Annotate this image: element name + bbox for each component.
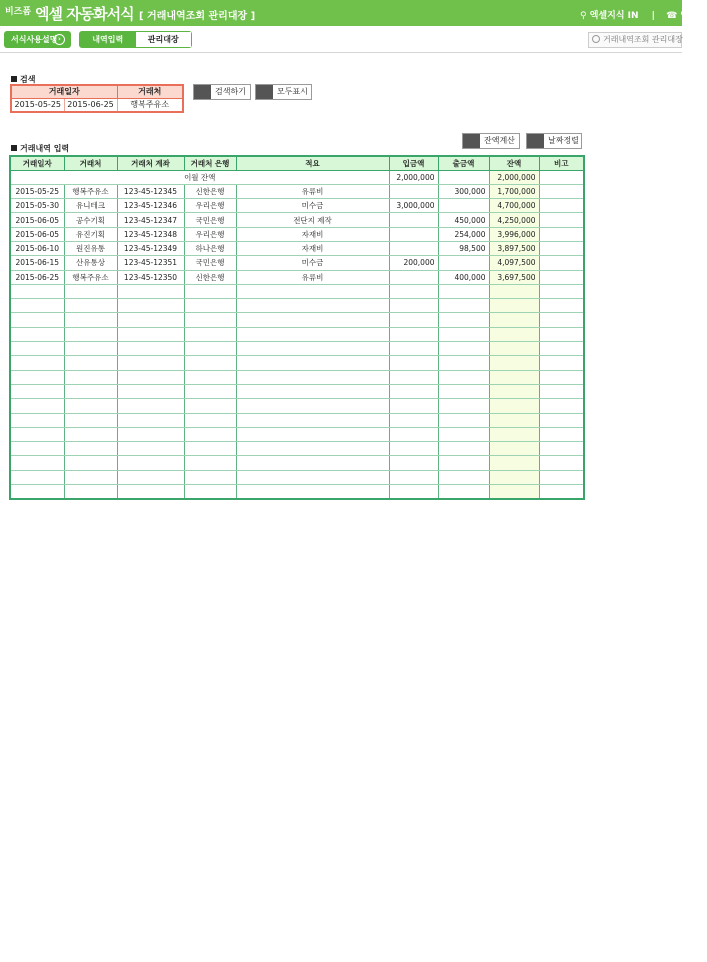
table-cell[interactable]: [539, 456, 584, 470]
search-table: [10, 84, 184, 113]
sort-date-button[interactable]: 날짜정렬: [526, 133, 582, 149]
table-cell[interactable]: 행복주유소: [64, 184, 117, 198]
table-cell[interactable]: [184, 299, 236, 313]
table-cell[interactable]: [539, 342, 584, 356]
search-header-date: 거래일자: [11, 85, 117, 98]
table-cell[interactable]: [64, 485, 117, 499]
table-cell[interactable]: 신한은행: [184, 270, 236, 284]
table-row: [10, 213, 584, 227]
table-cell[interactable]: [539, 370, 584, 384]
table-cell[interactable]: [438, 342, 489, 356]
table-cell[interactable]: [10, 442, 64, 456]
table-cell[interactable]: [10, 384, 64, 398]
table-cell[interactable]: [117, 313, 184, 327]
table-cell[interactable]: [117, 299, 184, 313]
table-cell[interactable]: [236, 399, 389, 413]
table-cell[interactable]: [539, 213, 584, 227]
table-cell[interactable]: [64, 284, 117, 298]
table-cell[interactable]: [184, 384, 236, 398]
table-cell[interactable]: [539, 427, 584, 441]
table-cell[interactable]: [438, 384, 489, 398]
carry-over-balance[interactable]: 2,000,000: [489, 170, 539, 184]
table-row: [10, 227, 584, 241]
table-cell[interactable]: [438, 399, 489, 413]
table-cell[interactable]: [539, 313, 584, 327]
table-cell[interactable]: 123-45-12345: [117, 184, 184, 198]
table-cell[interactable]: 300,000: [438, 184, 489, 198]
table-cell[interactable]: [389, 184, 438, 198]
table-cell[interactable]: [489, 399, 539, 413]
divider: [0, 52, 682, 53]
table-row: [10, 413, 584, 427]
carry-over-row: [10, 170, 584, 184]
table-cell[interactable]: [389, 270, 438, 284]
table-row: [10, 199, 584, 213]
table-cell[interactable]: [184, 327, 236, 341]
table-cell[interactable]: [184, 342, 236, 356]
table-cell[interactable]: 2015-06-25: [10, 270, 64, 284]
table-cell[interactable]: [64, 442, 117, 456]
app-header: [0, 0, 707, 26]
table-cell[interactable]: [438, 284, 489, 298]
table-row: [10, 299, 584, 313]
search-section-label: 검색: [11, 74, 35, 85]
table-cell[interactable]: [489, 284, 539, 298]
table-cell[interactable]: [64, 399, 117, 413]
column-header: 적요: [236, 156, 389, 170]
search-icon: [592, 35, 600, 43]
table-cell[interactable]: [489, 413, 539, 427]
table-cell[interactable]: [539, 241, 584, 255]
table-cell[interactable]: [184, 442, 236, 456]
carry-over-deposit[interactable]: 2,000,000: [389, 170, 438, 184]
table-cell[interactable]: [117, 427, 184, 441]
table-cell[interactable]: [438, 427, 489, 441]
table-cell[interactable]: [438, 313, 489, 327]
column-header: 거래처 은행: [184, 156, 236, 170]
table-cell[interactable]: [10, 470, 64, 484]
table-cell[interactable]: [389, 241, 438, 255]
table-cell[interactable]: 자재비: [236, 241, 389, 255]
table-cell[interactable]: [389, 427, 438, 441]
table-cell[interactable]: [539, 270, 584, 284]
table-row: [10, 399, 584, 413]
table-cell[interactable]: 254,000: [438, 227, 489, 241]
show-all-button[interactable]: 모두표시: [255, 84, 312, 100]
table-cell[interactable]: [236, 384, 389, 398]
table-row: [10, 270, 584, 284]
page-subtitle: [ 거래내역조회 관리대장 ]: [139, 11, 256, 22]
table-cell[interactable]: [489, 299, 539, 313]
table-cell[interactable]: [389, 227, 438, 241]
header-links: [580, 8, 707, 21]
table-cell[interactable]: [389, 284, 438, 298]
table-cell[interactable]: 신한은행: [184, 184, 236, 198]
table-cell[interactable]: [539, 299, 584, 313]
table-cell[interactable]: [438, 442, 489, 456]
table-cell[interactable]: [438, 327, 489, 341]
table-cell[interactable]: [389, 470, 438, 484]
table-cell[interactable]: [438, 356, 489, 370]
table-cell[interactable]: 123-45-12350: [117, 270, 184, 284]
table-cell[interactable]: [236, 413, 389, 427]
search-date-from[interactable]: 2015-05-25: [11, 98, 64, 112]
table-row: [10, 485, 584, 499]
square-bullet-icon: [11, 145, 17, 151]
table-cell[interactable]: [438, 413, 489, 427]
table-cell[interactable]: [184, 427, 236, 441]
table-row: [10, 456, 584, 470]
table-cell[interactable]: [64, 299, 117, 313]
table-cell[interactable]: [438, 370, 489, 384]
table-cell[interactable]: [117, 356, 184, 370]
table-cell[interactable]: 3,697,500: [489, 270, 539, 284]
table-cell[interactable]: [489, 370, 539, 384]
table-cell[interactable]: 공수기획: [64, 213, 117, 227]
table-cell[interactable]: [117, 284, 184, 298]
table-cell[interactable]: [489, 342, 539, 356]
table-row: [10, 356, 584, 370]
table-cell[interactable]: [389, 399, 438, 413]
pin-icon: ⚲: [580, 11, 587, 21]
table-cell[interactable]: [489, 384, 539, 398]
table-cell[interactable]: [489, 327, 539, 341]
table-cell[interactable]: [236, 485, 389, 499]
all-icon: [256, 85, 273, 99]
table-row: [10, 370, 584, 384]
guide-button-label: 서식사용설명: [11, 35, 58, 44]
table-cell[interactable]: [389, 442, 438, 456]
table-cell[interactable]: [539, 227, 584, 241]
table-cell[interactable]: [64, 342, 117, 356]
table-cell[interactable]: [117, 399, 184, 413]
table-cell[interactable]: [539, 442, 584, 456]
table-cell[interactable]: 유류비: [236, 184, 389, 198]
table-cell[interactable]: 산유통상: [64, 256, 117, 270]
table-cell[interactable]: [64, 427, 117, 441]
table-cell[interactable]: 123-45-12348: [117, 227, 184, 241]
table-cell[interactable]: [539, 327, 584, 341]
table-cell[interactable]: [117, 327, 184, 341]
table-cell[interactable]: [10, 370, 64, 384]
table-cell[interactable]: [64, 413, 117, 427]
search-input[interactable]: [588, 32, 682, 48]
search-header-vendor: 거래처: [117, 85, 183, 98]
entries-section-label: 거래내역 입력: [11, 143, 69, 154]
brand-small: 비즈폼: [5, 7, 32, 17]
table-row: [10, 384, 584, 398]
table-cell[interactable]: 원진유통: [64, 241, 117, 255]
table-cell[interactable]: [236, 427, 389, 441]
table-cell[interactable]: [539, 413, 584, 427]
table-cell[interactable]: [236, 313, 389, 327]
table-cell[interactable]: [184, 413, 236, 427]
table-cell[interactable]: [389, 299, 438, 313]
table-cell[interactable]: [236, 470, 389, 484]
calculator-icon: [463, 134, 480, 148]
table-cell[interactable]: 2015-06-10: [10, 241, 64, 255]
table-cell[interactable]: [10, 299, 64, 313]
search-date-to[interactable]: 2015-06-25: [64, 98, 117, 112]
table-cell[interactable]: [184, 470, 236, 484]
table-cell[interactable]: [539, 256, 584, 270]
table-cell[interactable]: [236, 327, 389, 341]
table-cell[interactable]: [489, 356, 539, 370]
table-cell[interactable]: 4,097,500: [489, 256, 539, 270]
entries-table: [9, 155, 585, 500]
table-cell[interactable]: [10, 413, 64, 427]
table-cell[interactable]: [10, 342, 64, 356]
table-cell[interactable]: 4,700,000: [489, 199, 539, 213]
table-cell[interactable]: [117, 470, 184, 484]
column-header: 거래일자: [10, 156, 64, 170]
table-cell[interactable]: [489, 313, 539, 327]
table-header-row: [10, 156, 584, 170]
table-cell[interactable]: [389, 485, 438, 499]
table-row: [10, 284, 584, 298]
table-cell[interactable]: [64, 327, 117, 341]
table-cell[interactable]: [10, 456, 64, 470]
table-cell[interactable]: [539, 485, 584, 499]
table-cell[interactable]: 3,996,000: [489, 227, 539, 241]
table-cell[interactable]: [10, 313, 64, 327]
table-row: [10, 327, 584, 341]
table-cell[interactable]: [438, 299, 489, 313]
tab-ledger[interactable]: 관리대장: [136, 32, 192, 47]
link-separator: |: [651, 11, 655, 21]
table-cell[interactable]: [64, 370, 117, 384]
column-header: 비고: [539, 156, 584, 170]
table-cell[interactable]: 전단지 제작: [236, 213, 389, 227]
table-cell[interactable]: [117, 456, 184, 470]
table-cell[interactable]: [389, 213, 438, 227]
table-row: [10, 427, 584, 441]
table-cell[interactable]: 유류비: [236, 270, 389, 284]
table-cell[interactable]: [389, 413, 438, 427]
column-header: 입금액: [389, 156, 438, 170]
table-cell[interactable]: 200,000: [389, 256, 438, 270]
table-cell[interactable]: [184, 356, 236, 370]
search-vendor[interactable]: 행복주유소: [117, 98, 183, 112]
table-cell[interactable]: [10, 356, 64, 370]
table-cell[interactable]: [539, 284, 584, 298]
table-cell[interactable]: [236, 370, 389, 384]
table-cell[interactable]: 3,000,000: [389, 199, 438, 213]
table-cell[interactable]: [389, 342, 438, 356]
table-cell[interactable]: [389, 384, 438, 398]
table-row: [10, 184, 584, 198]
table-cell[interactable]: 1,700,000: [489, 184, 539, 198]
table-cell[interactable]: [117, 370, 184, 384]
table-cell[interactable]: [184, 284, 236, 298]
table-cell[interactable]: [489, 442, 539, 456]
table-cell[interactable]: [438, 485, 489, 499]
table-cell[interactable]: [539, 356, 584, 370]
table-cell[interactable]: [117, 485, 184, 499]
table-cell[interactable]: 국민은행: [184, 256, 236, 270]
table-cell[interactable]: 우리은행: [184, 199, 236, 213]
table-cell[interactable]: 자재비: [236, 227, 389, 241]
column-header: 거래처: [64, 156, 117, 170]
table-cell[interactable]: 미수금: [236, 199, 389, 213]
table-cell[interactable]: [438, 199, 489, 213]
tab-entry-input[interactable]: 내역입력: [80, 32, 136, 47]
table-cell[interactable]: [236, 299, 389, 313]
table-cell[interactable]: [64, 470, 117, 484]
table-cell[interactable]: [539, 184, 584, 198]
table-cell[interactable]: 98,500: [438, 241, 489, 255]
table-cell[interactable]: 450,000: [438, 213, 489, 227]
column-header: 잔액: [489, 156, 539, 170]
table-cell[interactable]: 123-45-12349: [117, 241, 184, 255]
table-cell[interactable]: [117, 384, 184, 398]
table-row: [10, 241, 584, 255]
table-cell[interactable]: [117, 342, 184, 356]
table-cell[interactable]: [236, 456, 389, 470]
table-cell[interactable]: [489, 456, 539, 470]
calendar-icon: [527, 134, 544, 148]
table-row: [10, 313, 584, 327]
table-row: [10, 342, 584, 356]
table-cell[interactable]: [10, 327, 64, 341]
table-cell[interactable]: 우리은행: [184, 227, 236, 241]
table-cell[interactable]: [489, 427, 539, 441]
table-cell[interactable]: 유진기획: [64, 227, 117, 241]
table-cell[interactable]: [117, 442, 184, 456]
table-cell[interactable]: [117, 413, 184, 427]
table-cell[interactable]: [10, 399, 64, 413]
table-cell[interactable]: [389, 313, 438, 327]
table-cell[interactable]: 2015-05-30: [10, 199, 64, 213]
guide-button[interactable]: [4, 31, 71, 48]
table-cell[interactable]: 123-45-12346: [117, 199, 184, 213]
brand-title: 엑셀 자동화서식: [35, 5, 134, 23]
table-cell[interactable]: 행복주유소: [64, 270, 117, 284]
carry-over-note[interactable]: [539, 170, 584, 184]
table-cell[interactable]: [184, 456, 236, 470]
table-cell[interactable]: [64, 456, 117, 470]
table-cell[interactable]: [389, 456, 438, 470]
table-cell[interactable]: 2015-06-15: [10, 256, 64, 270]
table-cell[interactable]: [539, 470, 584, 484]
column-header: 거래처 계좌: [117, 156, 184, 170]
square-bullet-icon: [11, 76, 17, 82]
calc-balance-button[interactable]: 잔액계산: [462, 133, 520, 149]
table-cell[interactable]: [389, 356, 438, 370]
table-cell[interactable]: [489, 485, 539, 499]
table-cell[interactable]: [10, 485, 64, 499]
table-cell[interactable]: [489, 470, 539, 484]
link-excel-more[interactable]: 엑셀상: [680, 11, 707, 21]
table-cell[interactable]: 2015-06-05: [10, 213, 64, 227]
table-cell[interactable]: 123-45-12351: [117, 256, 184, 270]
table-cell[interactable]: [184, 370, 236, 384]
table-cell[interactable]: 4,250,000: [489, 213, 539, 227]
search-placeholder: 거래내역조회 관리대장: [603, 35, 683, 44]
table-cell[interactable]: [236, 342, 389, 356]
table-cell[interactable]: [64, 384, 117, 398]
table-cell[interactable]: 3,897,500: [489, 241, 539, 255]
table-cell[interactable]: [10, 427, 64, 441]
column-header: 출금액: [438, 156, 489, 170]
table-cell[interactable]: 123-45-12347: [117, 213, 184, 227]
carry-over-label: 이월 잔액: [10, 170, 389, 184]
table-cell[interactable]: [389, 370, 438, 384]
table-cell[interactable]: [236, 284, 389, 298]
table-cell[interactable]: 하나은행: [184, 241, 236, 255]
table-cell[interactable]: [184, 313, 236, 327]
table-cell[interactable]: [539, 399, 584, 413]
table-cell[interactable]: [438, 470, 489, 484]
chevron-right-icon: ›: [54, 34, 65, 45]
phone-icon: ☎: [666, 11, 678, 21]
table-cell[interactable]: 미수금: [236, 256, 389, 270]
table-cell[interactable]: 2015-05-25: [10, 184, 64, 198]
table-row: [10, 256, 584, 270]
table-row: [10, 442, 584, 456]
table-cell[interactable]: 400,000: [438, 270, 489, 284]
table-cell[interactable]: [236, 442, 389, 456]
table-cell[interactable]: [539, 199, 584, 213]
table-cell[interactable]: [184, 485, 236, 499]
search-button[interactable]: 검색하기: [193, 84, 251, 100]
link-excel-knowledge[interactable]: 엑셀지식 IN: [589, 11, 639, 21]
table-cell[interactable]: [539, 384, 584, 398]
table-cell[interactable]: [10, 284, 64, 298]
table-cell[interactable]: [438, 256, 489, 270]
tab-group: [79, 31, 192, 48]
carry-over-withdraw[interactable]: [438, 170, 489, 184]
table-cell[interactable]: [64, 356, 117, 370]
table-cell[interactable]: 국민은행: [184, 213, 236, 227]
table-cell[interactable]: [184, 399, 236, 413]
table-cell[interactable]: [438, 456, 489, 470]
table-row: [10, 470, 584, 484]
table-cell[interactable]: [64, 313, 117, 327]
table-cell[interactable]: 2015-06-05: [10, 227, 64, 241]
table-cell[interactable]: [236, 356, 389, 370]
magnifier-icon: [194, 85, 211, 99]
table-cell[interactable]: 유니테크: [64, 199, 117, 213]
table-cell[interactable]: [389, 327, 438, 341]
